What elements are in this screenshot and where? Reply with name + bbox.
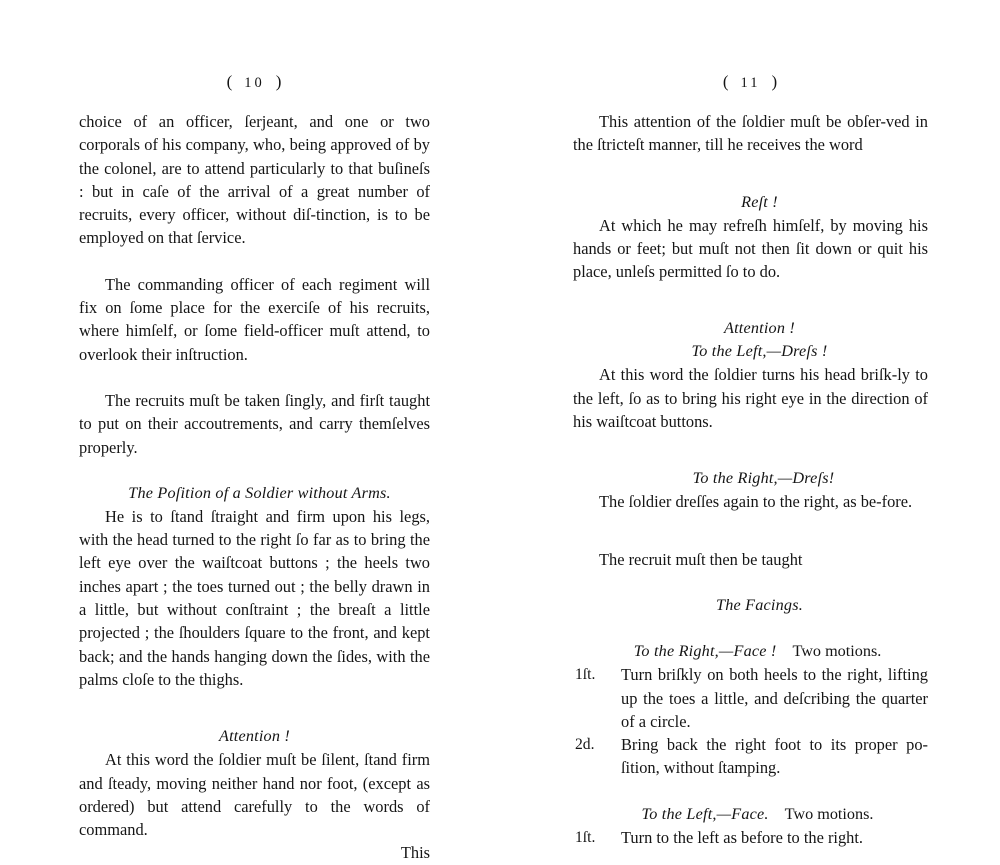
- folio-open-paren: (: [226, 72, 234, 91]
- heading-rest: Reſt !: [741, 192, 778, 211]
- catchword: This: [400, 843, 430, 863]
- paragraph-spacer: [573, 433, 928, 467]
- command-motion-count: Two motions.: [784, 804, 874, 823]
- right-page-folio: [573, 72, 928, 94]
- right-page: [573, 0, 928, 848]
- motion-number: 1ſt.: [575, 666, 596, 684]
- motion-text: Bring back the right foot to its proper po-ſition, without ſtamping.: [621, 735, 928, 778]
- paragraph-dresses-again-to-the-right: The ſoldier dreſſes again to the right, as be-fore.: [599, 492, 913, 512]
- command-motion-count: Two motions.: [792, 641, 882, 660]
- heading-position-of-a-soldier: The Poſition of a Soldier without Arms.: [128, 483, 391, 502]
- motion-number: 1ſt.: [575, 829, 596, 847]
- paragraph-spacer: [573, 157, 928, 191]
- motion-number: 2d.: [575, 736, 595, 754]
- paragraph-spacer: [79, 366, 430, 389]
- heading-to-the-left-dress: To the Left,—Dreſs !: [691, 342, 828, 361]
- command-to-the-left-face: [573, 803, 928, 826]
- paragraph-this-attention-observed: This attention of the ſoldier muſt be obſer-ved in the ſtricteſt manner, till he receives the word: [573, 112, 928, 155]
- right-page-text-column: [573, 110, 928, 849]
- folio-close-paren: ): [771, 72, 779, 91]
- paragraph-at-this-word-silent: At this word the ſoldier muſt be ſilent, ſtand firm and ſteady, moving neither hand nor foot, (except as ordered) but attend carefully to the words of command.: [79, 750, 430, 840]
- folio-page-number: 11: [740, 75, 761, 91]
- paragraph-spacer: [573, 780, 928, 803]
- motion-text: Turn to the left as before to the right.: [621, 828, 864, 848]
- paragraph-turns-his-head-briskly: At this word the ſoldier turns his head briſk-ly to the left, ſo as to bring his right eye in the direction of his waiſtcoat buttons.: [573, 365, 928, 432]
- left-page-text-column: [79, 110, 430, 865]
- paragraph-spacer: [573, 514, 928, 548]
- drill-motion-item: [573, 733, 928, 780]
- left-page: [79, 0, 430, 863]
- paragraph-spacer: [573, 617, 928, 640]
- paragraph-spacer: [79, 459, 430, 482]
- folio-page-number: 10: [244, 75, 265, 91]
- paragraph-recruit-must-then-be-taught: The recruit muſt then be taught: [599, 549, 803, 569]
- paragraph-commanding-officer: The commanding officer of each regiment will fix on ſome place for the exerciſe of his recruits, where himſelf, or ſome field-officer muſt attend, to overlook their inſtruction.: [79, 274, 430, 364]
- left-page-folio: [79, 72, 430, 94]
- command-label: To the Left,—Face.: [641, 804, 769, 823]
- paragraph-spacer: [573, 571, 928, 594]
- heading-attention: Attention !: [724, 319, 795, 338]
- paragraph-stand-straight-and-firm: He is to ſtand ſtraight and firm upon his legs, with the head turned to the right ſo far as to bring the left eye over the waiſtcoat buttons ; the heels two inches apart ; the toes turned out ; the belly drawn in a little, but without conſtraint ; the breaſt a little projected ; the ſhoulders ſquare to the front, and kept back; and the hands hanging down the ſides, with the palms cloſe to the thighs.: [79, 506, 430, 689]
- drill-motion-item: [573, 826, 928, 849]
- folio-close-paren: ): [275, 72, 283, 91]
- command-label: To the Right,—Face !: [633, 641, 777, 660]
- command-to-the-right-face: [573, 640, 928, 663]
- motion-text: Turn briſkly on both heels to the right, lifting up the toes a little, and deſcribing the quarter of a circle.: [621, 665, 928, 731]
- heading-the-facings: The Facings.: [716, 595, 803, 614]
- paragraph-spacer: [573, 283, 928, 317]
- paragraph-spacer: [79, 691, 430, 725]
- heading-attention: Attention !: [219, 727, 290, 746]
- folio-open-paren: (: [722, 72, 730, 91]
- drill-motion-item: [573, 663, 928, 733]
- paragraph-at-which-he-may-refresh: At which he may refreſh himſelf, by moving his hands or feet; but muſt not then ſit down or quit his place, unleſs permitted ſo to do.: [573, 215, 928, 282]
- paragraph-recruits-taken-singly: The recruits muſt be taken ſingly, and firſt taught to put on their accoutrements, and carry themſelves properly.: [79, 390, 430, 457]
- heading-to-the-right-dress: To the Right,—Dreſs!: [692, 469, 835, 488]
- paragraph-spacer: [79, 250, 430, 273]
- paragraph-choice-of-officer: choice of an officer, ſerjeant, and one or two corporals of his company, who, being approved of by the colonel, are to attend particularly to that buſineſs : but in caſe of the arrival of a great number of recruits, every officer, without diſ-tinction, is to be employed on that ſervice.: [79, 112, 430, 248]
